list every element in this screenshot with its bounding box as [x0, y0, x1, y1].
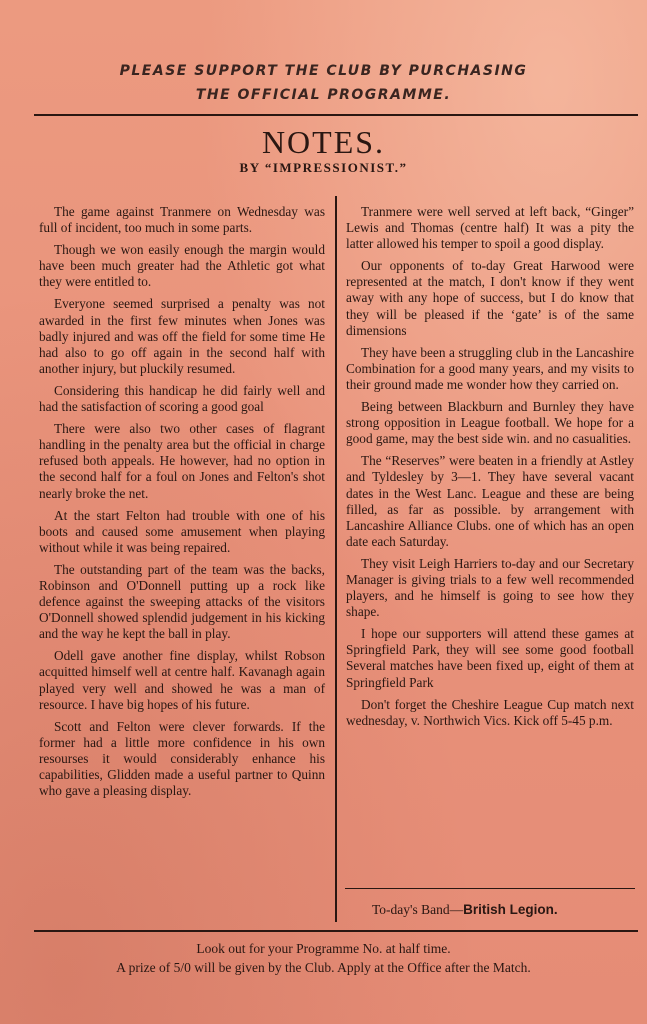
paragraph: At the start Felton had trouble with one of his boots and caused some amusement when playing without while it was being repaired.	[39, 507, 325, 555]
byline: BY “IMPRESSIONIST.”	[239, 160, 408, 175]
banner-line-2: THE OFFICIAL PROGRAMME.	[195, 87, 452, 103]
paragraph: The game against Tranmere on Wednesday was full of incident, too much in some parts.	[39, 204, 325, 236]
paragraph: They visit Leigh Harriers to-day and our Secretary Manager is giving trials to a few well recommended players, and he himself is going to see how they shape.	[346, 555, 634, 620]
paragraph: Scott and Felton were clever forwards. If the former had a little more confidence in his own resourses it would considerably enhance his capabilities, Glidden made a useful partner to Quinn who gave a pleasing display.	[39, 718, 325, 799]
top-rule	[34, 114, 638, 116]
paragraph: Though we won easily enough the margin would have been much greater had the Athletic got what they were entitled to.	[39, 242, 325, 290]
page-title: NOTES.	[261, 124, 386, 160]
paragraph: Odell gave another fine display, whilst Robson acquitted himself well at centre half. Kavanagh again played very well and showed he was a man of resource. I have big hopes of his future.	[39, 648, 325, 712]
banner-line-1: PLEASE SUPPORT THE CLUB BY PURCHASING	[119, 63, 528, 79]
paragraph: Considering this handicap he did fairly well and had the satisfaction of scoring a good goal	[39, 382, 325, 415]
paragraph: The outstanding part of the team was the backs, Robinson and O'Donnell putting up a rock like defence against the sweeping attacks of the visitors O'Donnell showed splendid judgement in his kicking and the way he kept the ball in play.	[39, 561, 325, 642]
left-column	[39, 204, 325, 805]
paragraph: I hope our supporters will attend these games at Springfield Park, they will see some good football Several matches have been fixed up, eight of them at Springfield Park	[346, 626, 634, 690]
column-divider	[335, 196, 337, 922]
paragraph: Being between Blackburn and Burnley they have strong opposition in League football. We hope for a good game, may the best side win. and no casualities.	[346, 399, 634, 447]
right-column	[346, 204, 634, 735]
paragraph: Tranmere were well served at left back, “Ginger” Lewis and Thomas (centre half) It was a pity the latter allowed his temper to spoil a good display.	[346, 204, 634, 252]
band-name: British Legion.	[463, 902, 558, 917]
footer-line-1: Look out for your Programme No. at half time.	[196, 941, 451, 956]
band-rule	[345, 888, 635, 889]
paragraph: Don't forget the Cheshire League Cup match next wednesday, v. Northwich Vics. Kick off 5-45 p.m.	[346, 696, 634, 728]
footer-line-2: A prize of 5/0 will be given by the Club. Apply at the Office after the Match.	[116, 960, 531, 975]
paragraph: They have been a struggling club in the Lancashire Combination for a good many years, and my visits to their ground made me wonder how they carried on.	[346, 344, 634, 392]
paragraph: There were also two other cases of flagrant handling in the penalty area but the official in charge refused both appeals. He however, had no option in the second half for a foul on Jones and Felton's shot nearly broke the net.	[39, 421, 325, 501]
paragraph: Our opponents of to-day Great Harwood were represented at the match, I don't know if they went away with any hope of success, but I do know that they will be pleased if the ‘gate’ is of the same dimensions	[346, 258, 634, 338]
band-label: To-day's Band—	[372, 902, 464, 917]
bottom-rule	[34, 930, 638, 932]
paragraph: Everyone seemed surprised a penalty was not awarded in the first few minutes when Jones was badly injured and was off the field for some time He had also to go off again in the second half with another injury, but pluckily resumed.	[39, 296, 325, 376]
paragraph: The “Reserves” were beaten in a friendly at Astley and Tyldesley by 3—1. They have several vacant dates in the West Lanc. League and these are being filled, as far as possible. by arrangement with Lancashire Alliance Clubs. one of which has an open date each Saturday.	[346, 453, 634, 549]
band-notice	[372, 902, 632, 918]
